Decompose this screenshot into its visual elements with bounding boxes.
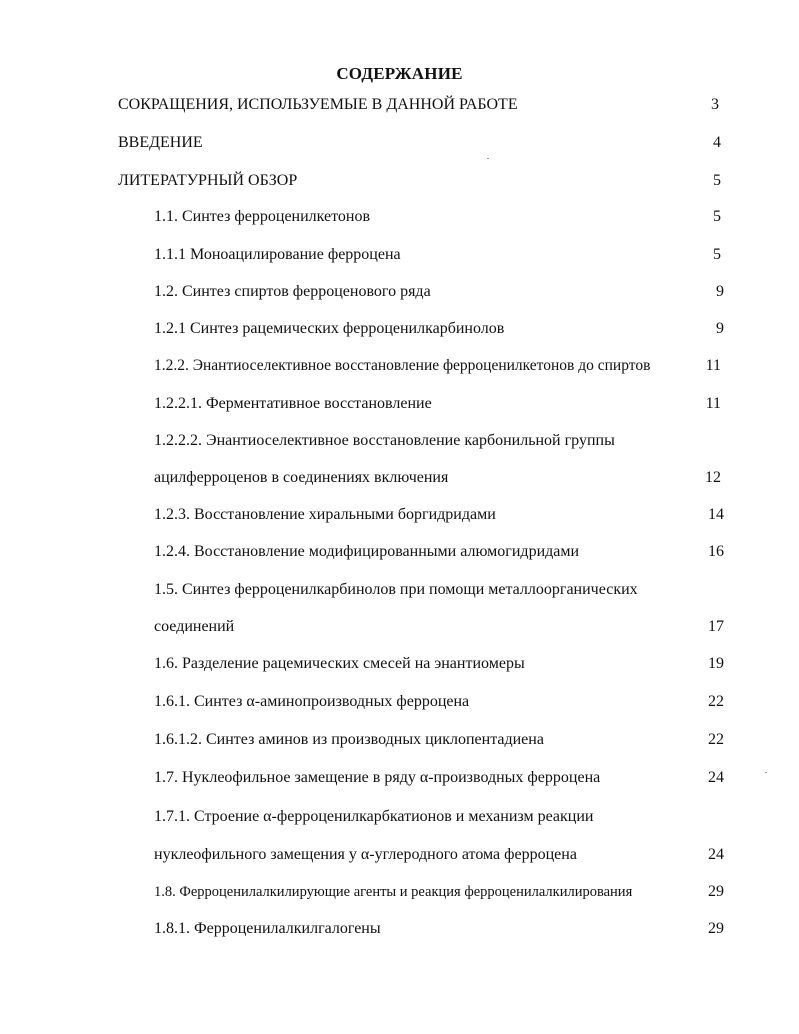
toc-entry[interactable] (0, 766, 799, 790)
toc-entry-page: 11 (705, 357, 721, 374)
toc-entry-text: 1.1.1 Моноацилирование ферроцена (154, 246, 401, 263)
toc-entry-page: 29 (708, 883, 724, 900)
toc-entry-text: соединений (154, 618, 235, 635)
toc-entry-page: 16 (708, 543, 724, 560)
toc-entry[interactable] (0, 540, 799, 564)
toc-entry[interactable] (0, 93, 799, 117)
toc-entry-page: 22 (708, 693, 724, 710)
toc-entry[interactable] (0, 917, 799, 941)
toc-entry-text: 1.7. Нуклеофильное замещение в ряду α-производных ферроцена (154, 769, 601, 786)
toc-entry-text: 1.2.2.1. Ферментативное восстановление (154, 395, 432, 412)
toc-entry[interactable] (0, 843, 799, 867)
toc-entry[interactable] (0, 805, 799, 829)
toc-entry-text: 1.2. Синтез спиртов ферроценового ряда (154, 283, 431, 300)
toc-entry-text: 1.6.1.2. Синтез аминов из производных циклопентадиена (154, 731, 544, 748)
toc-entry[interactable] (0, 503, 799, 527)
toc-entry[interactable] (0, 652, 799, 676)
toc-entry-text: 1.1. Синтез ферроценилкетонов (154, 208, 371, 225)
toc-entry-page: 12 (705, 469, 721, 486)
toc-entry-page: 4 (713, 134, 721, 151)
toc-entry[interactable] (0, 615, 799, 639)
toc-entry-text: 1.2.2. Энантиоселективное восстановление ферроценилкетонов до спиртов (154, 357, 651, 374)
toc-entry-page: 5 (713, 208, 721, 225)
toc-entry-text: 1.2.4. Восстановление модифицированными алюмогидридами (154, 543, 580, 560)
toc-entry-text: 1.6. Разделение рацемических смесей на энантиомеры (154, 655, 525, 672)
toc-entry[interactable] (0, 728, 799, 752)
toc-entry-text: 1.7.1. Строение α-ферроценилкарбкатионов и механизм реакции (154, 808, 594, 825)
toc-entry-text: 1.6.1. Синтез α-аминопроизводных ферроцена (154, 693, 470, 710)
toc-entry[interactable] (0, 317, 799, 341)
toc-entry[interactable] (0, 880, 799, 904)
toc-entry[interactable] (0, 690, 799, 714)
toc-entry-text: ЛИТЕРАТУРНЫЙ ОБЗОР (118, 172, 298, 189)
toc-entry-page: 3 (711, 96, 719, 113)
toc-entry-page: 29 (708, 920, 724, 937)
toc-entry[interactable] (0, 578, 799, 602)
toc-entry[interactable] (0, 131, 799, 155)
scan-speck (487, 158, 489, 159)
toc-entry-page: 9 (716, 283, 724, 300)
toc-entry-page: 5 (713, 246, 721, 263)
toc-entry[interactable] (0, 205, 799, 229)
toc-title: СОДЕРЖАНИЕ (336, 64, 463, 83)
toc-entry-text: ВВЕДЕНИЕ (118, 134, 203, 151)
toc-entry[interactable] (0, 429, 799, 453)
toc-entry-page: 11 (705, 395, 721, 412)
toc-entry-text: 1.2.1 Синтез рацемических ферроценилкарбинолов (154, 320, 505, 337)
toc-entry-page: 24 (708, 769, 724, 786)
toc-entry-page: 9 (716, 320, 724, 337)
toc-entry-text: 1.2.2.2. Энантиоселективное восстановление карбонильной группы (154, 432, 615, 449)
toc-entry[interactable] (0, 280, 799, 304)
toc-entry-page: 5 (713, 172, 721, 189)
toc-entry-text: ацилферроценов в соединениях включения (154, 469, 449, 486)
toc-entry-text: 1.2.3. Восстановление хиральными боргидридами (154, 506, 496, 523)
toc-entry-page: 14 (708, 506, 724, 523)
toc-entry-text: 1.8.1. Ферроценилалкилгалогены (154, 920, 381, 937)
toc-entry-page: 17 (708, 618, 724, 635)
toc-entry[interactable] (0, 354, 799, 378)
toc-entry[interactable] (0, 392, 799, 416)
scan-speck (765, 772, 767, 773)
toc-entry-page: 22 (708, 731, 724, 748)
toc-entry-page: 24 (708, 846, 724, 863)
toc-entry-text: СОКРАЩЕНИЯ, ИСПОЛЬЗУЕМЫЕ В ДАННОЙ РАБОТЕ (118, 96, 518, 113)
toc-entry-text: 1.8. Ферроценилалкилирующие агенты и реакция ферроценилалкилирования (154, 884, 633, 900)
toc-entry-text: нуклеофильного замещения у α-углеродного атома ферроцена (154, 846, 577, 863)
toc-entry[interactable] (0, 466, 799, 490)
toc-entry-text: 1.5. Синтез ферроценилкарбинолов при помощи металлоорганических (154, 581, 638, 598)
toc-entry[interactable] (0, 169, 799, 193)
toc-entry-page: 19 (708, 655, 724, 672)
toc-entry[interactable] (0, 243, 799, 267)
